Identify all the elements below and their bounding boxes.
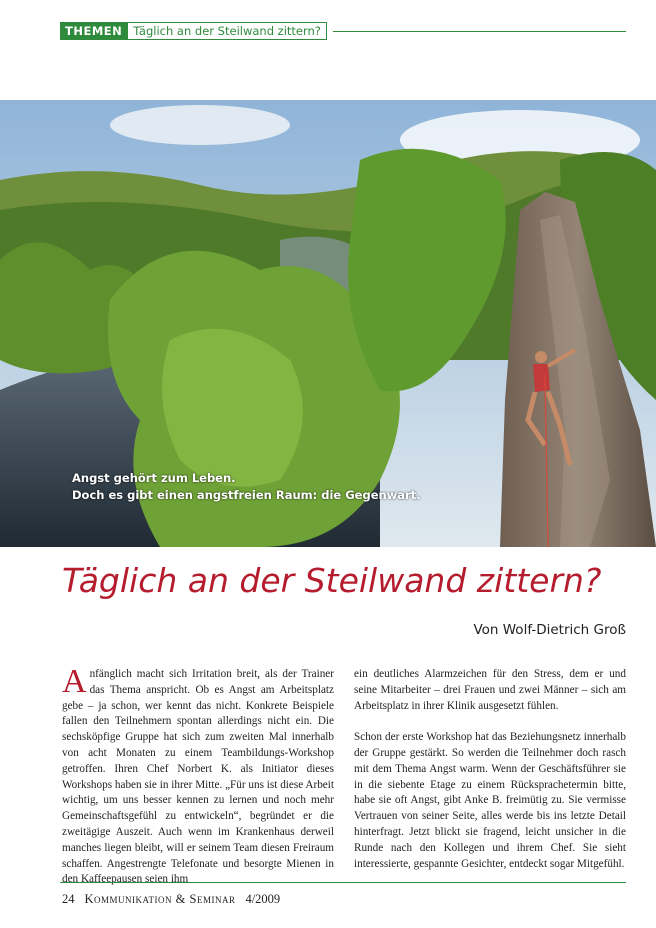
header-rule bbox=[333, 31, 626, 32]
paragraph: Schon der erste Workshop hat das Beziehungsnetz innerhalb der Gruppe gestärkt. So werden die Teilnehmer doch rasch mit dem Thema Angst warm. Wenn der Geschäftsführer sie in die siebente Etage zu einem Rücksprachetermin bitte, habe sie oft Angst, gibt Anke B. freimütig zu. Sie vermisse Vertrauen von seiner Seite, alles werde bis ins letzte Detail hinterfragt. Jetzt blickt sie fragend, leicht unsicher in die Runde nach den Kollegen und ihrem Chef. Sie sieht interessierte, gespannte Gesichter, entdeckt sogar Mitgefühl. bbox=[354, 731, 626, 870]
article-byline: Von Wolf-Dietrich Groß bbox=[473, 622, 626, 638]
footer-rule bbox=[60, 882, 626, 883]
caption-line-1: Angst gehört zum Leben. bbox=[72, 471, 236, 485]
issue-number: 4/2009 bbox=[245, 892, 281, 906]
section-tag: THEMEN bbox=[60, 22, 127, 40]
paragraph-text: nfänglich macht sich Irritation breit, als der Trainer das Thema anspricht. Ob es Angst am Arbeitsplatz gebe – ja schon, wer kennt das nicht. Konkrete Beispiele fallen den Teilnehmern spontan allerdings nicht ein. Die sechsköpfige Gruppe hat sich zum zweiten Mal innerhalb von acht Monaten zu einem Teambildungs-Workshop getroffen. Ihren Chef Norbert K. als Initiator dieses Workshops haben sie in ihrer Mitte. „Für uns ist diese Arbeit wichtig, um uns besser kennen zu lernen und noch mehr Gemeinschaftsgefühl zu entwickeln“, begründet er die zweitägige Auszeit. Auch wenn im Krankenhaus derweil manches liegen bleibt, will er seinem Team diesen Freiraum schaffen. Angestrengte Telefonate und besorgte Mienen in den Kaffeepausen seien ihm bbox=[62, 668, 334, 886]
article-column-2 bbox=[354, 667, 626, 888]
magazine-name: Kommunikation & Seminar bbox=[84, 892, 236, 906]
photo-caption bbox=[72, 470, 421, 504]
section-header bbox=[60, 22, 327, 40]
page-footer bbox=[62, 892, 280, 907]
article-column-1 bbox=[62, 663, 334, 904]
paragraph bbox=[62, 663, 334, 888]
section-running-title: Täglich an der Steilwand zittern? bbox=[127, 22, 327, 40]
article-headline: Täglich an der Steilwand zittern? bbox=[62, 561, 602, 600]
drop-cap: A bbox=[62, 663, 87, 700]
paragraph: ein deutliches Alarmzeichen für den Stress, dem er und seine Mitarbeiter – drei Frauen und zwei Männer – sich am Arbeitsplatz in ihrer Klinik ausgesetzt fühlen. bbox=[354, 668, 626, 712]
caption-line-2: Doch es gibt einen angstfreien Raum: die Gegenwart. bbox=[72, 488, 421, 502]
page-number: 24 bbox=[62, 892, 75, 906]
